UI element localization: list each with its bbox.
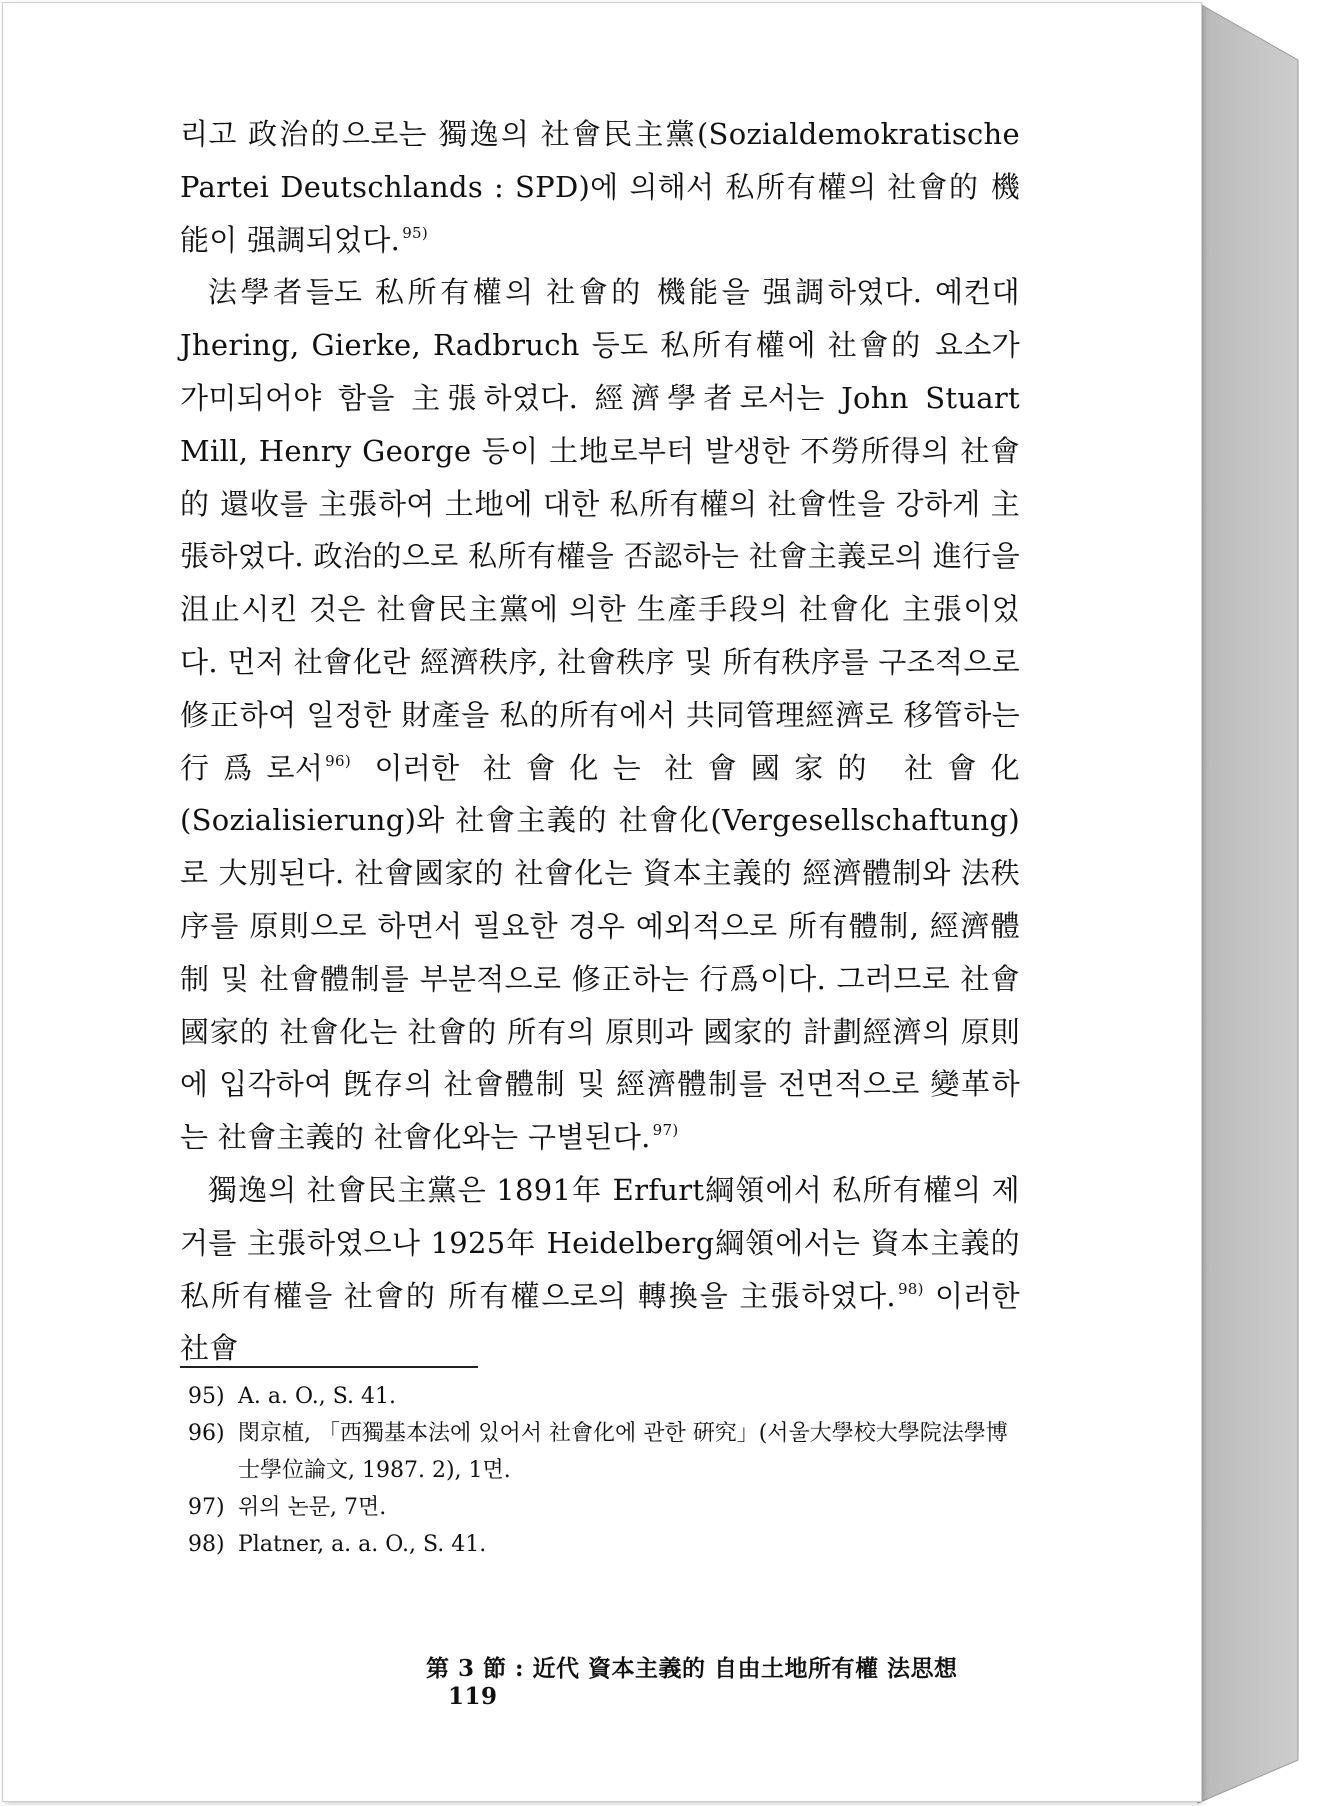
footnote-item [188, 1526, 1020, 1563]
paragraph-text: 이러한 社會 [180, 1278, 1020, 1366]
footnote-item [188, 1489, 1020, 1526]
paragraph-text: 리고 政治的으로는 獨逸의 社會民主黨(Sozialdemokratische Partei Deutschlands : SPD)에 의해서 私所有權의 社會的 機能이 强調되었다. [180, 117, 1020, 257]
paragraph-text: 法學者들도 私所有權의 社會的 機能을 强調하였다. 예컨대 Jhering, Gierke, Radbruch 등도 私所有權에 社會的 요소가 가미되어야 함을 主張하였다. 經濟學者로서는 John Stuart Mill, Henry George 등이 土地로부터 발생한 不勞所得의 社會的 還收를 主張하여 土地에 대한 私所有權의 社會性을 강하게 主張하였다. 政治的으로 私所有權을 否認하는 社會主義로의 進行을 沮止시킨 것은 社會民主黨에 의한 生產手段의 社會化 主張이었다. 먼저 社會化란 經濟秩序, 社會秩序 및 所有秩序를 구조적으로 修正하여 일정한 財產을 私的所有에서 共同管理經濟로 移管하는 行爲로서 [180, 275, 1020, 785]
footnote-item [188, 1378, 1020, 1415]
body-text [180, 108, 1020, 1375]
footnote-ref: 98) [897, 1279, 924, 1298]
footnote-text: 위의 논문, 7면. [238, 1495, 387, 1520]
footnote-ref: 95) [402, 223, 429, 242]
running-title: 第 3 節 : 近代 資本主義的 自由土地所有權 法思想 [426, 1655, 958, 1682]
footnote-ref: 96) [325, 751, 351, 770]
footnotes [188, 1378, 1020, 1563]
paragraph-text: 獨逸의 社會民主黨은 1891年 Erfurt綱領에서 私所有權의 제거를 主張하였으나 1925年 Heidelberg綱領에서는 資本主義的 私所有權을 社會的 所有權으로의 轉換을 主張하였다. [180, 1172, 1020, 1313]
footnote-number: 95) [188, 1384, 225, 1409]
body-paragraph [180, 266, 1020, 1164]
body-paragraph [180, 1164, 1020, 1375]
footnote-number: 96) [188, 1421, 225, 1446]
footnote-number: 97) [188, 1495, 225, 1520]
footnote-text: A. a. O., S. 41. [238, 1384, 396, 1409]
footnote-divider [180, 1366, 478, 1368]
body-paragraph [180, 108, 1020, 266]
footnote-number: 98) [188, 1532, 225, 1557]
running-footer [426, 1650, 1026, 1710]
footnote-ref: 97) [652, 1121, 679, 1140]
footnote-text: Platner, a. a. O., S. 41. [238, 1532, 487, 1557]
paragraph-text: 이러한 社會化는 社會國家的 社會化(Sozialisierung)와 社會主義的 社會化(Vergesellschaftung)로 大別된다. 社會國家的 社會化는 資本主義的 經濟體制와 法秩序를 原則으로 하면서 필요한 경우 예외적으로 所有體制, 經濟體制 및 社會體制를 부분적으로 修正하는 行爲이다. 그러므로 社會國家的 社會化는 社會的 所有의 原則과 國家的 計劃經濟의 原則에 입각하여 旣存의 社會體制 및 經濟體制를 전면적으로 變革하는 社會主義的 社會化와는 구별된다. [180, 750, 1020, 1155]
page-number: 119 [448, 1683, 498, 1710]
footnote-text: 閔京植, 「西獨基本法에 있어서 社會化에 관한 硏究」(서울大學校大學院法學博士學位論文, 1987. 2), 1면. [238, 1421, 1008, 1483]
footnote-item [188, 1415, 1020, 1489]
